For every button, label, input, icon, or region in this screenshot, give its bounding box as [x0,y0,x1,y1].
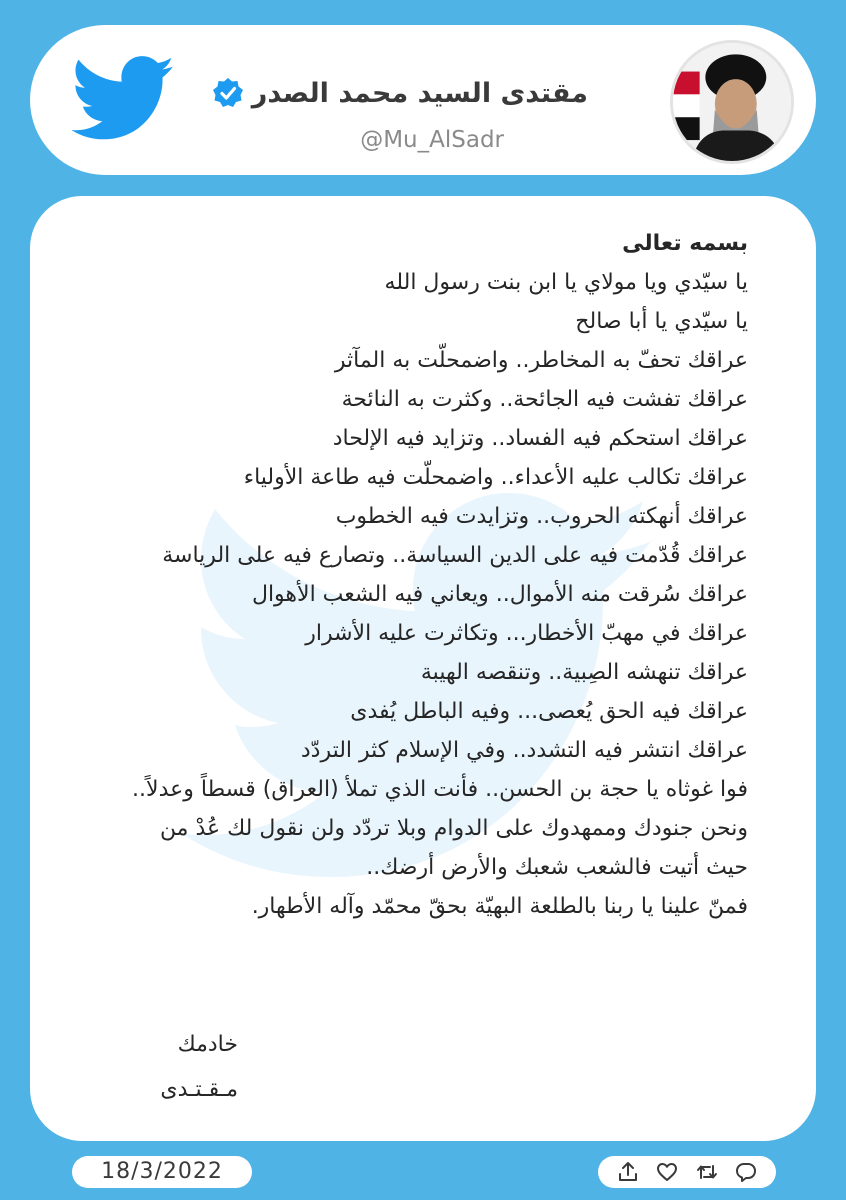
tweet-footer [0,1150,846,1194]
verified-badge-icon [212,77,244,109]
tweet-line: حيث أتيت فالشعب شعبك والأرض أرضك.. [366,855,748,880]
tweet-title: بسمه تعالى [622,231,748,256]
tweet-line: ونحن جنودك وممهدوك على الدوام وبلا تردّد ولن نقول لك عُدْ من [159,816,748,841]
avatar-image [673,43,791,161]
share-icon[interactable] [616,1160,640,1184]
tweet-line: عراقك قُدّمت فيه على الدين السياسة.. وتصارع فيه على الرياسة [162,543,748,568]
tweet-line: عراقك انتشر فيه التشدد.. وفي الإسلام كثر التردّد [300,738,748,763]
tweet-line: عراقك سُرقت منه الأموال.. ويعاني فيه الشعب الأهوال [251,582,748,607]
profile-header-card [30,25,816,175]
tweet-line: عراقك تحفّ به المخاطر.. واضمحلّت به المآثر [334,348,748,373]
account-name[interactable]: مقتدى السيد محمد الصدر [251,77,588,109]
tweet-line: عراقك فيه الحق يُعصى... وفيه الباطل يُفدى [350,699,748,724]
account-name-row [212,77,588,109]
tweet-line: فوا غوثاه يا حجة بن الحسن.. فأنت الذي تملأ (العراق) قسطاً وعدلاً.. [132,777,748,802]
avatar[interactable] [670,40,794,164]
signature-name: مـقـتـدى [160,1077,238,1102]
tweet-line: يا سيّدي يا أبا صالح [575,309,748,334]
like-icon[interactable] [655,1160,679,1184]
tweet-text [48,224,748,926]
signature-line: خادمك [177,1032,238,1057]
tweet-line: عراقك تكالب عليه الأعداء.. واضمحلّت فيه طاعة الأولياء [243,465,748,490]
tweet-body-card [30,196,816,1141]
reply-icon[interactable] [734,1160,758,1184]
retweet-icon[interactable] [695,1160,719,1184]
tweet-line: عراقك استحكم فيه الفساد.. وتزايد فيه الإلحاد [332,426,748,451]
tweet-actions [598,1156,776,1188]
tweet-line: يا سيّدي ويا مولاي يا ابن بنت رسول الله [384,270,748,295]
tweet-line: عراقك تنهشه الصِبية.. وتنقصه الهيبة [420,660,748,685]
tweet-line: عراقك تفشت فيه الجائحة.. وكثرت به النائحة [341,387,748,412]
account-handle[interactable]: @Mu_AlSadr [360,127,504,153]
tweet-signature [160,1022,238,1112]
tweet-date: 18/3/2022 [72,1156,252,1188]
tweet-line: عراقك أنهكته الحروب.. وتزايدت فيه الخطوب [335,504,748,529]
tweet-line: فمنّ علينا يا ربنا بالطلعة البهيّة بحقّ محمّد وآله الأطهار. [251,894,748,919]
twitter-bird-icon [72,55,176,143]
tweet-line: عراقك في مهبّ الأخطار... وتكاثرت عليه الأشرار [305,621,748,646]
